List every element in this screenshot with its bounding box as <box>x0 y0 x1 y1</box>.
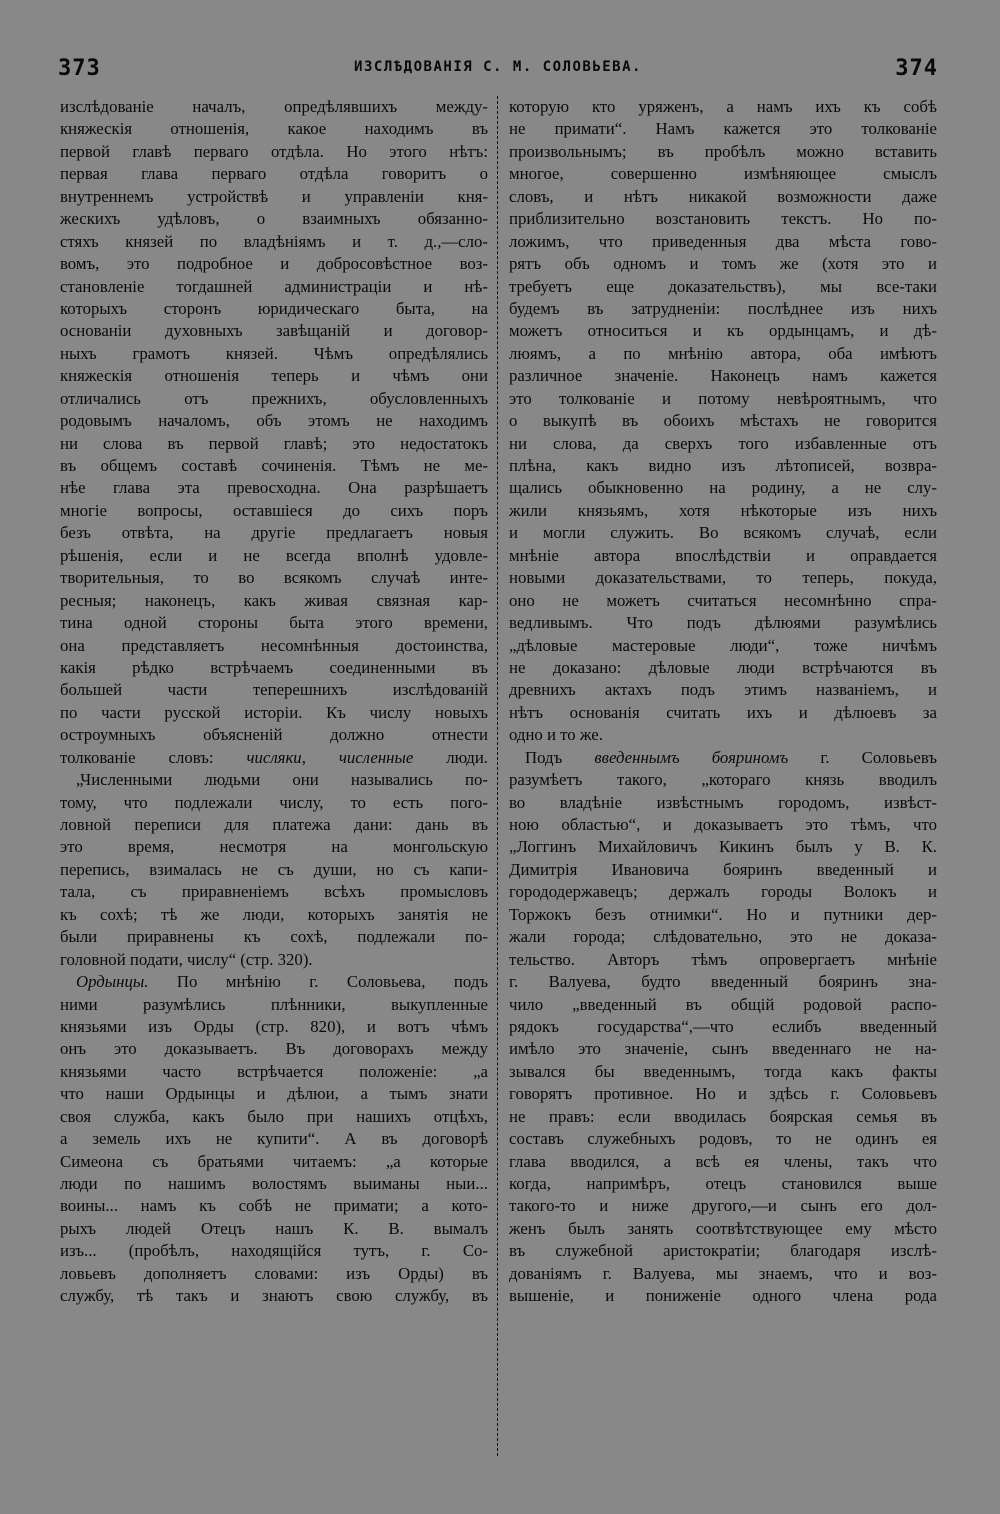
text-line: Торжокъ безъ отнимки“. Но и путники дер- <box>509 904 937 924</box>
column-divider <box>497 96 499 1456</box>
text-line: Симеона съ братьями читаемъ: „а которые <box>60 1151 488 1171</box>
text-line: внутреннемъ устройствѣ и управленіи кня- <box>60 186 488 206</box>
text-line: изслѣдованіе началъ, опредѣлявшихъ между- <box>60 97 488 116</box>
text-line: какія рѣдко встрѣчаемъ соединенными въ <box>60 657 488 677</box>
text-line: различное значеніе. Наконецъ намъ кажется <box>509 366 937 386</box>
text-line: ними разумѣлись плѣнники, выкупленные <box>60 994 488 1014</box>
text-line: первая глава перваго отдѣла говоритъ о <box>60 164 488 184</box>
text-line: ловьевъ дополняетъ словами: изъ Орды) въ <box>60 1263 488 1283</box>
text-line: тельство. Авторъ тѣмъ опровергаетъ мнѣніе <box>509 949 937 969</box>
text-line: князьями часто встрѣчается положеніе: „а <box>60 1061 488 1081</box>
text-line: оно не можетъ считаться несомнѣнно спра- <box>509 590 937 610</box>
text-line: первой главѣ перваго отдѣла. Но этого нѣтъ: <box>60 141 488 161</box>
text-line: въ общемъ составѣ сочиненія. Тѣмъ не ме- <box>60 456 488 475</box>
left-column <box>60 96 488 1308</box>
text-line: щались обыкновенно на родину, а не слу- <box>509 478 937 498</box>
text-line: отличались отъ прежнихъ, обусловленныхъ <box>60 388 488 408</box>
text-line: тина одной стороны быта этого времени, <box>60 613 488 633</box>
text-line: составъ служебныхъ родовъ, то не одинъ ея <box>509 1129 937 1149</box>
text-line: головной подати, числу“ (стр. 320). <box>60 949 313 969</box>
text-line: вомъ, это подробное и добросовѣстное воз- <box>60 254 488 274</box>
italic-term: числяки <box>246 747 302 767</box>
text-run: По мнѣнію г. Соловьева, подъ <box>148 972 488 992</box>
text-line: ною областью“, и доказываетъ это тѣмъ, что <box>509 815 937 834</box>
text-line: творительныя, то во всякомъ случаѣ инте- <box>60 568 488 588</box>
text-line: это толкованіе и потому невѣроятнымъ, что <box>509 388 937 408</box>
text-line: были приравнены къ сохѣ, подлежали по- <box>60 927 488 947</box>
text-line: перепись, взималась не съ души, но съ капи- <box>60 859 488 879</box>
text-line: изъ... (пробѣлъ, находящійся тутъ, г. Со- <box>60 1241 488 1261</box>
text-run: люди. <box>413 747 489 767</box>
text-line: ресныя; наконецъ, какъ живая связная кар- <box>60 590 488 610</box>
text-line: ни слова, да сверхъ того избавленные отъ <box>509 433 937 453</box>
text-line <box>60 971 488 993</box>
text-line: разумѣетъ такого, „котораго князь вводилъ <box>509 770 937 790</box>
text-line: жескихъ удѣловъ, о взаимныхъ обязанно- <box>60 209 488 229</box>
text-line: можетъ относиться и къ ордынцамъ, и дѣ- <box>509 321 937 341</box>
text-line: имѣло это значеніе, сынъ введеннаго не на- <box>509 1039 937 1059</box>
text-line: жили князьямъ, хотя нѣкоторые изъ нихъ <box>509 500 937 520</box>
text-line: мнѣніе автора впослѣдствіи и оправдается <box>509 545 937 565</box>
text-line: требуетъ еще доказательствъ), мы все-таки <box>509 276 937 296</box>
text-line: она представляетъ несомнѣнныя достоинства, <box>60 635 488 655</box>
text-line: тала, съ приравненіемъ всѣхъ промысловъ <box>60 882 488 902</box>
text-run: г. Соловьевъ <box>788 747 937 767</box>
text-line: ныхъ грамотъ князей. Чѣмъ опредѣлялись <box>60 343 488 363</box>
text-line: рыхъ людей Отецъ нашъ К. В. вымалъ <box>60 1218 488 1238</box>
text-line: такого-то и ниже другого,—и сынъ его дол- <box>509 1196 937 1216</box>
text-line: дованіямъ г. Валуева, мы знаемъ, что и воз- <box>509 1263 937 1283</box>
text-run: , <box>301 747 339 767</box>
text-line: стяхъ князей по владѣніямъ и т. д.,—сло- <box>60 231 488 251</box>
text-line: „дѣловые мастеровые люди“, тоже ничѣмъ <box>509 635 937 655</box>
text-line: не доказано: дѣловые люди встрѣчаются въ <box>509 657 937 677</box>
text-line: горододержавецъ; держалъ городы Волокъ и <box>509 882 937 902</box>
text-line: службу, тѣ такъ и знаютъ свою службу, въ <box>60 1286 488 1306</box>
text-line: женъ былъ занять соотвѣтствующее ему мѣсто <box>509 1218 937 1238</box>
text-line: которую кто уряженъ, а намъ ихъ къ собѣ <box>509 97 937 116</box>
running-head <box>58 56 938 90</box>
text-line: рядокъ государства“,—что еслибъ введенный <box>509 1016 937 1036</box>
text-line: одно и то же. <box>509 725 603 745</box>
text-line: остроумныхъ объясненій должно отнести <box>60 725 488 745</box>
text-run: Подъ <box>525 747 595 767</box>
text-line: чило „введенный въ общій родовой распо- <box>509 994 937 1014</box>
italic-term: введеннымъ бояриномъ <box>594 747 789 767</box>
text-line: къ сохѣ; тѣ же люди, которыхъ занятія не <box>60 904 488 924</box>
text-line: ни слова въ первой главѣ; это недостатокъ <box>60 433 488 453</box>
text-line <box>60 747 488 769</box>
text-line: рятъ объ одномъ и томъ же (хотя это и <box>509 254 937 274</box>
text-line: нѣе глава эта превосходна. Она разрѣшаетъ <box>60 478 488 498</box>
text-line: плѣна, какъ видно изъ лѣтописей, возвра- <box>509 456 937 475</box>
text-line: въ служебной аристократіи; благодаря изслѣ- <box>509 1241 937 1261</box>
text-line: „Логгинъ Михайловичъ Кикинъ былъ у В. К. <box>509 837 937 857</box>
text-line: люямъ, а по мнѣнію автора, оба имѣютъ <box>509 343 937 363</box>
text-line: жали города; слѣдовательно, это не доказа- <box>509 927 937 947</box>
text-line: вышеніе, и пониженіе одного члена рода <box>509 1286 937 1306</box>
text-line: во владѣніе извѣстнымъ городомъ, извѣст- <box>509 792 937 812</box>
text-line: многіе вопросы, оставшіеся до сихъ поръ <box>60 500 488 520</box>
text-line: новыми доказательствами, то теперь, покуда, <box>509 568 937 588</box>
text-line: ведливымъ. Что подъ дѣлюями разумѣлись <box>509 613 937 633</box>
text-line: князьями изъ Орды (стр. 820), и вотъ чѣмъ <box>60 1016 488 1036</box>
text-line: безъ отвѣта, на другіе предлагаетъ новыя <box>60 523 488 543</box>
text-line: своя служба, какъ было при нашихъ отцѣхъ, <box>60 1106 488 1126</box>
text-line: основаніи духовныхъ завѣщаній и договор- <box>60 321 488 341</box>
text-line: не правъ: если вводилась боярская семья въ <box>509 1106 937 1126</box>
text-line: это время, несмотря на монгольскую <box>60 837 488 857</box>
text-line: родовымъ началомъ, объ этомъ не находимъ <box>60 411 488 431</box>
text-line: зывался бы введеннымъ, тогда какъ факты <box>509 1061 937 1081</box>
text-line: не примати“. Намъ кажется это толкованіе <box>509 119 937 139</box>
text-line: княжескія отношенія, какое находимъ въ <box>60 119 488 139</box>
text-line: ловной переписи для платежа дани: дань въ <box>60 815 488 834</box>
text-line: и могли служить. Во всякомъ случаѣ, если <box>509 523 937 543</box>
text-line: когда, напримѣръ, отецъ становился выше <box>509 1174 937 1193</box>
text-line: по части русской исторіи. Къ числу новыхъ <box>60 702 488 722</box>
text-line: говорятъ противное. Но и здѣсь г. Соловьевъ <box>509 1084 937 1104</box>
italic-term: численные <box>338 747 414 767</box>
text-line: которыхъ сторонъ юридическаго быта, на <box>60 298 488 318</box>
text-line: г. Валуева, будто введенный бояринъ зна- <box>509 972 937 992</box>
text-line: многое, совершенно измѣняющее смыслъ <box>509 164 937 184</box>
text-line: онъ это доказываетъ. Въ договорахъ между <box>60 1039 488 1059</box>
text-line: будемъ въ затрудненіи: послѣднее изъ нихъ <box>509 298 937 318</box>
text-line <box>509 747 937 769</box>
italic-term: Ордынцы. <box>76 972 149 992</box>
text-line: становленіе тогдашней администраціи и нѣ- <box>60 276 488 296</box>
running-title: ИЗСЛѢДОВАНІЯ С. М. СОЛОВЬЕВА. <box>354 59 642 75</box>
text-line: „Численными людьми они назывались по- <box>76 770 488 790</box>
text-line: о выкупѣ въ обоихъ мѣстахъ не говорится <box>509 411 937 431</box>
left-page-number: 373 <box>58 56 101 81</box>
text-line: тому, что подлежали числу, то есть пого- <box>60 792 488 812</box>
text-line: воины... намъ къ собѣ не примати; а кото- <box>60 1196 488 1216</box>
text-line: словъ, и нѣтъ никакой возможности даже <box>509 186 937 206</box>
text-line: люди по нашимъ волостямъ выиманы ныи... <box>60 1174 488 1193</box>
right-page-number: 374 <box>895 56 938 81</box>
text-line: нѣтъ основанія считать ихъ и дѣлюевъ за <box>509 702 937 722</box>
text-line: что наши Ордынцы и дѣлюи, а тымъ знати <box>60 1084 488 1104</box>
text-line: княжескія отношенія теперь и чѣмъ они <box>60 366 488 386</box>
text-line: приблизительно возстановить текстъ. Но по- <box>509 209 937 229</box>
text-line: большей части теперешнихъ изслѣдованій <box>60 680 488 700</box>
text-line: произвольнымъ; въ пробѣлъ можно вставить <box>509 141 937 161</box>
text-line: ложимъ, что приведенныя два мѣста гово- <box>509 231 937 251</box>
text-line: рѣшенія, если и не всегда вполнѣ удовле- <box>60 545 488 565</box>
text-run: толкованіе словъ: <box>60 747 247 767</box>
text-line: древнихъ актахъ подъ этимъ названіемъ, и <box>509 680 937 700</box>
text-line: Димитрія Ивановича бояринъ введенный и <box>509 859 937 879</box>
text-line: а земель ихъ не купити“. А въ договорѣ <box>60 1129 488 1149</box>
text-line: глава вводился, а всѣ ея члены, такъ что <box>509 1151 937 1171</box>
right-column <box>509 96 937 1308</box>
